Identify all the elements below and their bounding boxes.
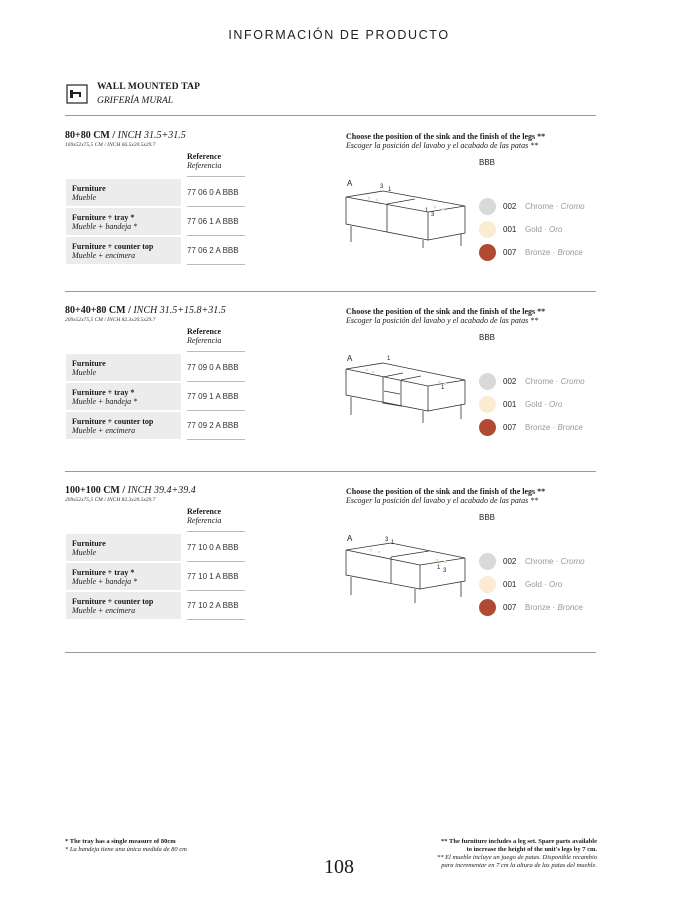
footnote-es: ** El mueble incluye un juego de patas. Disponible recambio [436, 854, 597, 861]
sink-mark: 1 [387, 356, 391, 362]
product-section-80-40-80 [0, 305, 678, 475]
finish-code: 001 [503, 400, 517, 409]
row-furniture-tray: Furniture + tray * Mueble + bandeja * [66, 383, 181, 410]
finish-name: Bronze · Bronce [525, 248, 583, 257]
divider [65, 115, 596, 116]
section-title: 80+40+80 CM / INCH 31.5+15.8+31.5 [65, 305, 226, 316]
finish-code: 007 [503, 248, 517, 257]
swatch-gold [479, 396, 496, 413]
swatch-bronze [479, 244, 496, 261]
choose-instruction: Choose the position of the sink and the finish of the legs ** Escoger la posición del lavabo y el acabado de las patas ** [346, 307, 546, 325]
finish-name: Gold · Oro [525, 225, 563, 234]
divider [187, 381, 245, 382]
sink-mark: 3 [385, 537, 389, 543]
finish-name: Gold · Oro [525, 400, 563, 409]
sink-mark: 3 [380, 184, 384, 190]
footnote-en: to increase the height of the unit's legs by 7 cm. [466, 846, 597, 853]
swatch-bronze [479, 419, 496, 436]
divider [65, 471, 596, 472]
swatch-gold [479, 221, 496, 238]
finish-code: 002 [503, 377, 517, 386]
swatch-chrome [479, 373, 496, 390]
sink-mark: 3 [443, 568, 447, 574]
ref-code: 77 09 2 A BBB [187, 421, 239, 430]
row-furniture: Furniture Mueble [66, 534, 181, 561]
finish-gold [479, 221, 609, 239]
finish-bronze [479, 419, 609, 437]
category-subtitle: GRIFERÍA MURAL [97, 96, 174, 106]
finish-code: 001 [503, 225, 517, 234]
footnote-en: * The tray has a single measure of 80cm [65, 838, 176, 845]
row-furniture: Furniture Mueble [66, 354, 181, 381]
reference-header: Reference Referencia [187, 327, 222, 345]
divider [187, 439, 245, 440]
finish-bronze [479, 599, 609, 617]
choose-instruction: Choose the position of the sink and the finish of the legs ** Escoger la posición del lavabo y el acabado de las patas ** [346, 487, 546, 505]
finish-header: BBB [479, 333, 496, 342]
divider [187, 206, 245, 207]
finish-header: BBB [479, 513, 496, 522]
ref-code: 77 10 0 A BBB [187, 543, 239, 552]
swatch-chrome [479, 553, 496, 570]
section-dims: 209x52x75,5 CM / INCH 82.3x20.5x29.7 [65, 497, 156, 503]
row-furniture-tray: Furniture + tray * Mueble + bandeja * [66, 208, 181, 235]
page-number: 108 [324, 856, 354, 878]
product-section-80-80 [0, 130, 678, 300]
cabinet-drawing [343, 333, 475, 423]
divider [187, 176, 245, 177]
divider [187, 561, 245, 562]
category-title: WALL MOUNTED TAP [97, 82, 201, 92]
finish-name: Chrome · Cromo [525, 557, 585, 566]
finish-code: 007 [503, 423, 517, 432]
cabinet-drawing [343, 158, 475, 248]
sink-mark: 1 [391, 540, 395, 546]
section-title: 100+100 CM / INCH 39.4+39.4 [65, 485, 196, 496]
swatch-chrome [479, 198, 496, 215]
finish-chrome [479, 198, 609, 216]
section-dims: 169x52x75,5 CM / INCH 66.5x20.5x29.7 [65, 142, 156, 148]
divider [187, 351, 245, 352]
section-dims: 209x52x75,5 CM / INCH 82.3x20.5x29.7 [65, 317, 156, 323]
cabinet-drawing [343, 513, 475, 603]
ref-code: 77 06 1 A BBB [187, 217, 239, 226]
finish-name: Bronze · Bronce [525, 423, 583, 432]
choose-instruction: Choose the position of the sink and the finish of the legs ** Escoger la posición del lavabo y el acabado de las patas ** [346, 132, 546, 150]
finish-bronze [479, 244, 609, 262]
footnote-es: para incrementar en 7 cm la altura de las patas del mueble. [441, 862, 597, 869]
reference-header: Reference Referencia [187, 507, 222, 525]
ref-code: 77 10 2 A BBB [187, 601, 239, 610]
label-a: A [347, 354, 353, 363]
section-title: 80+80 CM / INCH 31.5+31.5 [65, 130, 186, 141]
swatch-gold [479, 576, 496, 593]
divider [187, 619, 245, 620]
reference-header: Reference Referencia [187, 152, 222, 170]
row-furniture-tray: Furniture + tray * Mueble + bandeja * [66, 563, 181, 590]
finish-gold [479, 576, 609, 594]
finish-chrome [479, 553, 609, 571]
footnote-en: ** The furniture includes a leg set. Spare parts available [440, 838, 597, 845]
footnote-es: * La bandeja tiene una única medida de 80 cm [65, 846, 187, 853]
ref-code: 77 06 2 A BBB [187, 246, 239, 255]
row-furniture-countertop: Furniture + counter top Mueble + encimera [66, 592, 181, 619]
finish-chrome [479, 373, 609, 391]
divider [187, 531, 245, 532]
label-a: A [347, 534, 353, 543]
finish-gold [479, 396, 609, 414]
finish-name: Bronze · Bronce [525, 603, 583, 612]
divider [187, 235, 245, 236]
divider [65, 291, 596, 292]
finish-name: Chrome · Cromo [525, 202, 585, 211]
ref-code: 77 09 0 A BBB [187, 363, 239, 372]
sink-mark: 1 [388, 187, 392, 193]
sink-mark: 1 [437, 565, 441, 571]
sink-mark: 1 [425, 208, 429, 214]
label-a: A [347, 179, 353, 188]
row-furniture-countertop: Furniture + counter top Mueble + encimera [66, 237, 181, 264]
finish-code: 001 [503, 580, 517, 589]
sink-mark: 1 [441, 385, 445, 391]
ref-code: 77 10 1 A BBB [187, 572, 239, 581]
row-furniture: Furniture Mueble [66, 179, 181, 206]
wall-tap-icon [66, 84, 88, 104]
finish-name: Chrome · Cromo [525, 377, 585, 386]
divider [187, 410, 245, 411]
finish-code: 002 [503, 202, 517, 211]
finish-name: Gold · Oro [525, 580, 563, 589]
ref-code: 77 06 0 A BBB [187, 188, 239, 197]
divider [187, 264, 245, 265]
finish-code: 002 [503, 557, 517, 566]
divider [65, 652, 596, 653]
swatch-bronze [479, 599, 496, 616]
ref-code: 77 09 1 A BBB [187, 392, 239, 401]
page-header: INFORMACIÓN DE PRODUCTO [228, 28, 450, 42]
divider [187, 590, 245, 591]
footnote-tray [65, 838, 187, 854]
finish-header: BBB [479, 158, 496, 167]
finish-code: 007 [503, 603, 517, 612]
sink-mark: 3 [431, 212, 435, 218]
product-section-100-100 [0, 485, 678, 655]
row-furniture-countertop: Furniture + counter top Mueble + encimera [66, 412, 181, 439]
